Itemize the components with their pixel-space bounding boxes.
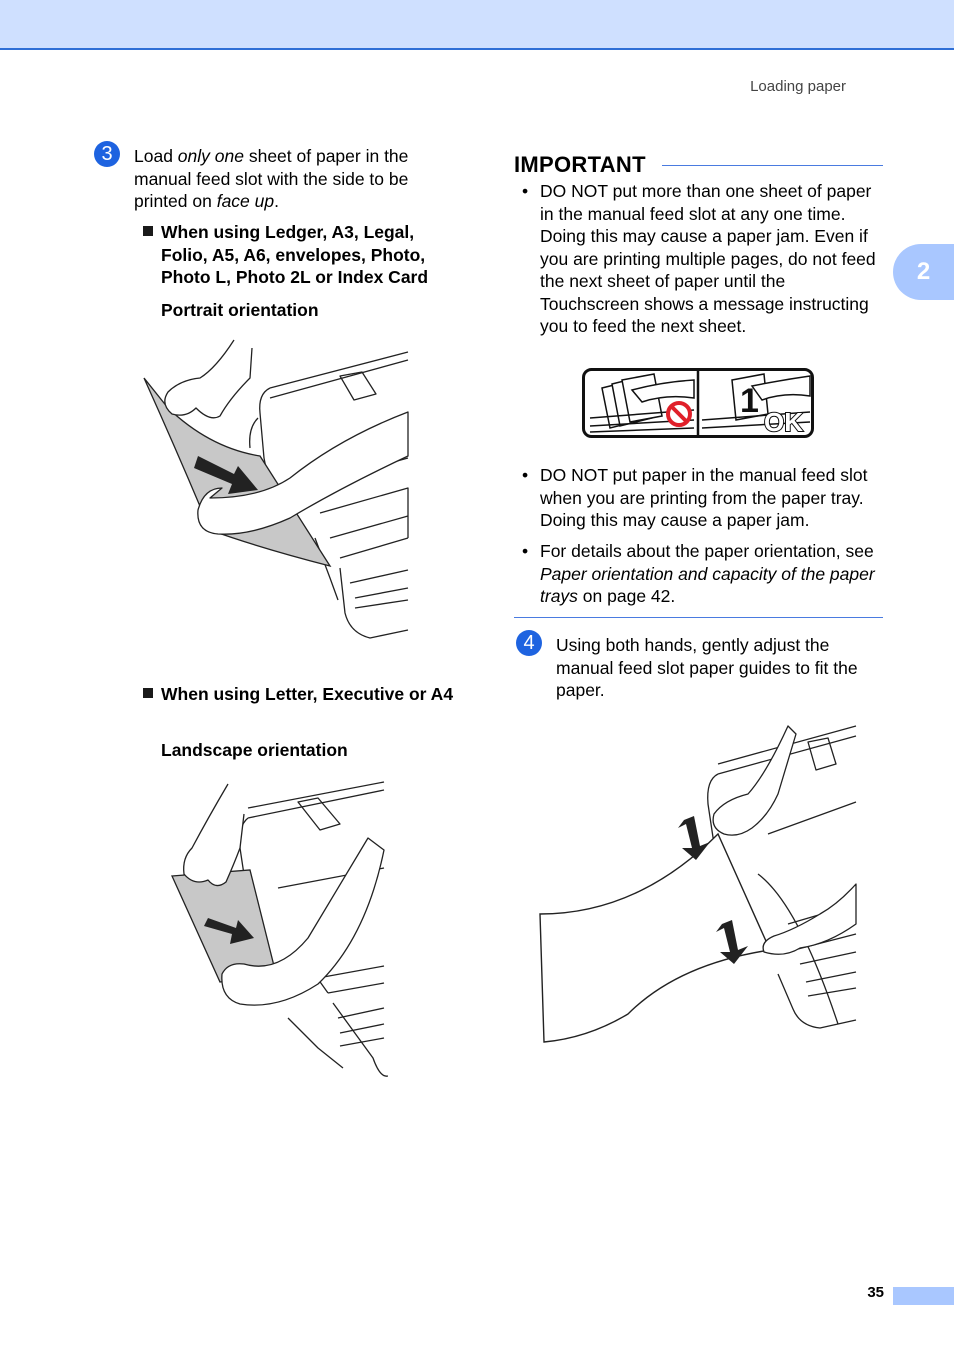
bullet-marker: • xyxy=(522,541,529,561)
paper-size-group-1: When using Ledger, A3, Legal, Folio, A5, A6, envelopes, Photo, Photo L, Photo 2L or Index Card xyxy=(161,222,429,287)
important-bullet-2: DO NOT put paper in the manual feed slot when you are printing from the paper tray. Doing this may cause a paper jam. xyxy=(540,465,868,530)
step3-text-face-up: face up xyxy=(216,191,275,211)
bullet3-text-3: on page 42. xyxy=(577,586,676,606)
step4-instruction: Using both hands, gently adjust the manual feed slot paper guides to fit the paper. xyxy=(556,635,858,700)
panel-ok-label: OK xyxy=(764,407,803,437)
important-bullet-3 xyxy=(540,540,883,608)
adjust-paper-guides-illustration xyxy=(538,724,860,1044)
step3-instruction xyxy=(134,145,454,213)
running-head: Loading paper xyxy=(750,78,846,95)
square-bullet-icon xyxy=(143,688,153,698)
important-heading: IMPORTANT xyxy=(514,152,646,177)
bullet-marker: • xyxy=(522,465,529,485)
step3-text-2: sheet of paper in the manual feed slot with the side to be printed on xyxy=(134,146,409,211)
important-end-rule xyxy=(514,617,883,618)
bullet-marker: • xyxy=(522,181,529,201)
step-badge-3: 3 xyxy=(94,141,120,167)
panel-sheet-count: 1 xyxy=(740,382,759,420)
step3-text-1: Load xyxy=(134,146,178,166)
important-heading-rule xyxy=(662,165,883,166)
one-sheet-only-panel xyxy=(582,368,814,438)
step3-text-3: . xyxy=(274,191,279,211)
paper-size-group-2: When using Letter, Executive or A4 xyxy=(161,684,454,704)
landscape-orientation-label: Landscape orientation xyxy=(161,740,348,760)
landscape-loading-illustration xyxy=(168,778,388,1088)
prohibited-icon xyxy=(668,403,690,425)
square-bullet-icon xyxy=(143,226,153,236)
bullet3-text-1: For details about the paper orientation, see xyxy=(540,541,874,561)
step3-text-only-one: only one xyxy=(177,146,244,166)
important-bullet-1: DO NOT put more than one sheet of paper in the manual feed slot at any one time. Doing this may cause a paper jam. Even if you are printing multiple pages, do not feed the next sheet of paper until the Touchscreen shows a message instructing you to feed the next sheet. xyxy=(540,181,876,336)
footer-tab-bar xyxy=(893,1287,954,1305)
portrait-orientation-label: Portrait orientation xyxy=(161,300,319,320)
chapter-tab: 2 xyxy=(893,244,954,300)
paper-orientation-reference: Paper orientation and capacity of the paper trays xyxy=(540,563,875,606)
step-badge-4: 4 xyxy=(516,630,542,656)
top-header-band xyxy=(0,0,954,50)
portrait-loading-illustration xyxy=(140,338,410,653)
page-number: 35 xyxy=(867,1284,884,1301)
